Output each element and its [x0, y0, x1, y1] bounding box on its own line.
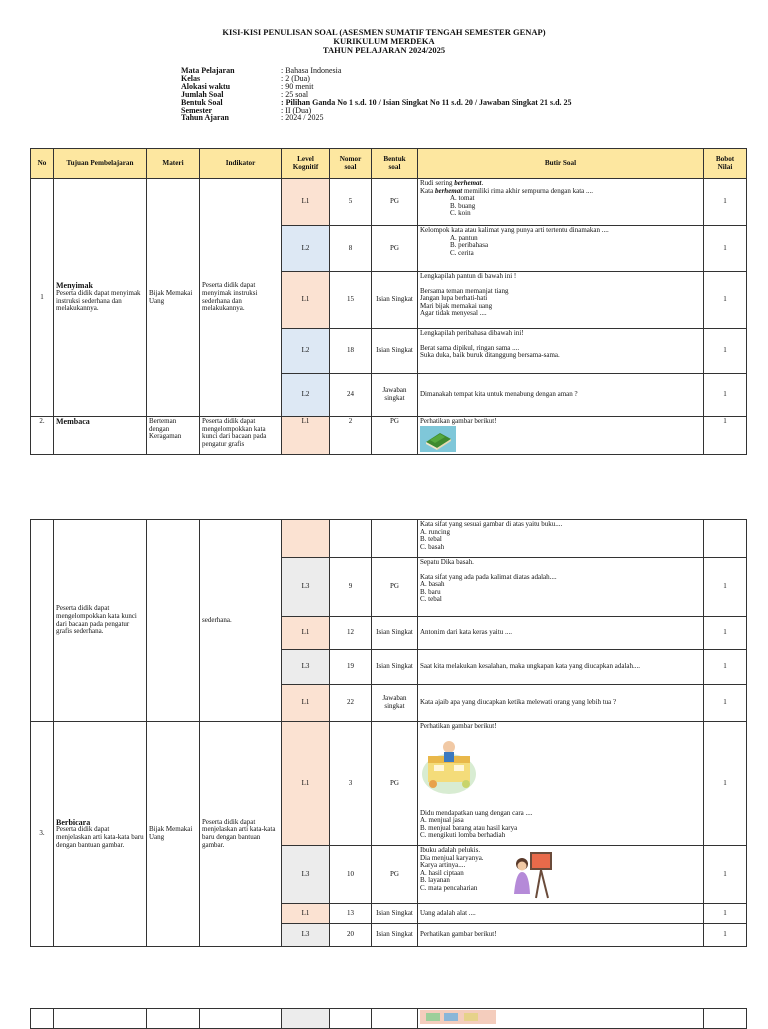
meta-row: [181, 75, 572, 83]
option-c: C. basah: [420, 542, 445, 551]
cell-bentuk: [372, 1009, 418, 1029]
cell-tujuan: [54, 722, 147, 947]
cell-materi: Bijak Memakai Uang: [147, 722, 200, 947]
cell-level: [282, 520, 330, 558]
meta-key: Mata Pelajaran: [181, 66, 235, 75]
cell-no: [31, 520, 54, 722]
document-title: [0, 28, 768, 55]
butir-question: Perhatikan gambar berikut!: [420, 417, 497, 425]
butir-text: memiliki rima akhir sempurna dengan kata ....: [462, 186, 594, 195]
cell-materi: Berteman dengan Keragaman: [147, 417, 200, 455]
option-c: C. mengikuti lomba berhadiah: [420, 831, 506, 840]
header-nomor-l1: Nomor: [339, 154, 362, 163]
cell-bobot: 1: [704, 904, 747, 924]
butir-question: Kata sifat yang ada pada kalimat diatas adalah....: [420, 572, 557, 581]
cell-level: L1: [282, 685, 330, 722]
meta-info: [181, 67, 572, 122]
cell-butir: [418, 226, 704, 272]
cell-bobot: 1: [704, 650, 747, 685]
header-tujuan: Tujuan Pembelajaran: [54, 149, 147, 179]
cell-bentuk: [372, 520, 418, 558]
option-b: B. baru: [420, 587, 441, 596]
meta-row: [181, 114, 572, 122]
kisi-table-page-2: [30, 519, 747, 947]
table-row: [31, 417, 747, 455]
cell-butir: [418, 846, 704, 904]
butir-question: Didu mendapatkan uang dengan cara ....: [420, 808, 533, 817]
pantun-line: Jangan lupa berhati-hati: [420, 294, 488, 303]
tujuan-text: Peserta didik dapat menjelaskan arti kata-kata baru dengan bantuan gambar.: [56, 825, 144, 849]
cell-butir: [418, 272, 704, 329]
market-stall-image: [420, 734, 478, 796]
cell-nomor: 2: [330, 417, 372, 455]
cell-bentuk: PG: [372, 179, 418, 226]
header-bobot-l2: Nilai: [717, 162, 733, 171]
cell-butir: [418, 722, 704, 846]
butir-question: Perhatikan gambar berikut!: [420, 722, 497, 730]
title-line-1: KISI-KISI PENULISAN SOAL (ASESMEN SUMATIF TENGAH SEMESTER GENAP): [222, 27, 546, 37]
meta-row: [181, 67, 572, 75]
cell-level: L1: [282, 722, 330, 846]
painter-image: [510, 850, 554, 900]
butir-question: Kelompok kata atau kalimat yang punya arti tertentu dinamakan ....: [420, 226, 609, 234]
option-c: C. cerita: [450, 248, 474, 257]
header-nomor-l2: soal: [344, 162, 357, 171]
cell-butir: [418, 558, 704, 617]
cell-butir: Antonim dari kata keras yaitu ....: [418, 617, 704, 650]
cell-nomor: 19: [330, 650, 372, 685]
cell-indikator: Peserta didik dapat menyimak instruksi sederhana dan melakukannya.: [200, 179, 282, 417]
cell-no: 2.: [31, 417, 54, 455]
header-bentuk-l1: Bentuk: [383, 154, 406, 163]
cell-nomor: [330, 1009, 372, 1029]
pantun-line: Mari bijak memakai uang: [420, 301, 493, 310]
option-b: B. buang: [450, 201, 476, 210]
cell-level: L3: [282, 924, 330, 947]
cell-bentuk: Isian Singkat: [372, 329, 418, 374]
butir-question: Ibuku adalah pelukis.: [420, 846, 481, 854]
pantun-line: Bersama teman memanjat tiang: [420, 286, 509, 295]
cell-nomor: 15: [330, 272, 372, 329]
header-level-l2: Kognitif: [292, 162, 319, 171]
cell-level: L3: [282, 558, 330, 617]
cell-indikator: sederhana.: [200, 520, 282, 722]
cell-bentuk: PG: [372, 722, 418, 846]
cell-nomor: 3: [330, 722, 372, 846]
option-b: B. peribahasa: [450, 241, 489, 250]
butir-text: Kata: [420, 186, 435, 195]
option-a: A. pantun: [450, 233, 478, 242]
cell-bobot: 1: [704, 417, 747, 455]
header-butir: Butir Soal: [418, 149, 704, 179]
meta-value: : II (Dua): [281, 105, 312, 115]
cell-butir: Perhatikan gambar berikut!: [418, 924, 704, 947]
meta-row: [181, 107, 572, 115]
cell-bobot: [704, 520, 747, 558]
option-c: C. koin: [450, 209, 471, 218]
cell-bentuk: Jawaban singkat: [372, 685, 418, 722]
cell-indikator: [200, 1009, 282, 1029]
meta-row: [181, 83, 572, 91]
butir-question: Lengkapilah peribahasa dibawah ini!: [420, 329, 524, 337]
tujuan-text: Peserta didik dapat menyimak instruksi sederhana dan melakukannya.: [56, 288, 141, 313]
header-bentuk-l2: soal: [388, 162, 401, 171]
cell-indikator: Peserta didik dapat menjelaskan arti kata-kata baru dengan bantuan gambar.: [200, 722, 282, 947]
table-row: [31, 520, 747, 558]
cell-bentuk: Isian Singkat: [372, 650, 418, 685]
cell-level: L3: [282, 650, 330, 685]
cell-bobot: 1: [704, 617, 747, 650]
header-no: No: [31, 149, 54, 179]
cell-level: L1: [282, 179, 330, 226]
cell-bobot: 1: [704, 558, 747, 617]
book-image: [420, 426, 456, 452]
header-indikator: Indikator: [200, 149, 282, 179]
meta-value: : Bahasa Indonesia: [281, 66, 342, 75]
cell-butir: [418, 520, 704, 558]
cell-nomor: 12: [330, 617, 372, 650]
peribahasa-line: Suka duka, baik buruk ditanggung bersama-sama.: [420, 351, 560, 360]
cell-butir: [418, 329, 704, 374]
cell-nomor: 22: [330, 685, 372, 722]
option-a: A. hasil ciptaan: [420, 868, 464, 877]
butir-question: Karya artinya....: [420, 861, 466, 870]
cell-level: L2: [282, 329, 330, 374]
cell-no: 3.: [31, 722, 54, 947]
cell-nomor: 8: [330, 226, 372, 272]
tujuan-title: Menyimak: [56, 281, 93, 291]
option-b: B. layanan: [420, 876, 450, 885]
option-a: A. menjual jasa: [420, 816, 464, 825]
table-row: [31, 1009, 747, 1029]
cell-bobot: 1: [704, 924, 747, 947]
butir-emphasis: berhemat: [454, 179, 482, 187]
cell-bobot: 1: [704, 374, 747, 417]
meta-key: Bentuk Soal: [181, 97, 223, 107]
option-a: A. runcing: [420, 527, 450, 536]
cell-level: L3: [282, 846, 330, 904]
tujuan-title: Berbicara: [56, 817, 91, 827]
cell-level: L1: [282, 904, 330, 924]
cell-level: L2: [282, 374, 330, 417]
cell-materi: Bijak Memakai Uang: [147, 179, 200, 417]
cell-bobot: 1: [704, 179, 747, 226]
cell-level: L2: [282, 226, 330, 272]
meta-row: [181, 99, 572, 107]
cell-bentuk: Isian Singkat: [372, 904, 418, 924]
cell-nomor: 5: [330, 179, 372, 226]
title-line-3: TAHUN PELAJARAN 2024/2025: [322, 45, 446, 55]
tujuan-title: Membaca: [56, 417, 90, 426]
cell-no: [31, 1009, 54, 1029]
cell-nomor: 9: [330, 558, 372, 617]
cell-butir: [418, 417, 704, 455]
title-line-2: KURIKULUM MERDEKA: [333, 36, 435, 46]
cell-level: L1: [282, 617, 330, 650]
option-c: C. tebal: [420, 595, 442, 604]
cell-bobot: 1: [704, 226, 747, 272]
header-bentuk: [372, 149, 418, 179]
cell-bentuk: Isian Singkat: [372, 617, 418, 650]
cell-butir: [418, 1009, 704, 1029]
meta-value: : 2024 / 2025: [281, 113, 324, 123]
table-row: [31, 179, 747, 226]
butir-question: Lengkapilah pantun di bawah ini !: [420, 272, 517, 280]
cell-butir: [418, 179, 704, 226]
meta-value: : 2 (Dua): [281, 73, 310, 83]
cell-butir: Saat kita melakukan kesalahan, maka ungkapan kata yang diucapkan adalah....: [418, 650, 704, 685]
cell-level: [282, 1009, 330, 1029]
cell-bobot: 1: [704, 846, 747, 904]
cell-bentuk: Isian Singkat: [372, 272, 418, 329]
cell-bobot: 1: [704, 329, 747, 374]
table-row: [31, 722, 747, 846]
meta-key: Jumlah Soal: [181, 89, 224, 99]
table-header-row: [31, 149, 747, 179]
kisi-table-page-1: [30, 148, 747, 455]
cell-indikator: Peserta didik dapat mengelompokkan kata kunci dari bacaan pada pengatur grafis: [200, 417, 282, 455]
kisi-table-page-3: [30, 1008, 747, 1029]
cell-materi: [147, 1009, 200, 1029]
cell-bentuk: PG: [372, 558, 418, 617]
butir-question: Sepatu Dika basah.: [420, 558, 474, 566]
header-bobot: [704, 149, 747, 179]
option-c: C. mata pencaharian: [420, 883, 478, 892]
cell-level: L1: [282, 417, 330, 455]
cell-bobot: 1: [704, 722, 747, 846]
cell-nomor: 13: [330, 904, 372, 924]
header-bobot-l1: Bobot: [715, 154, 735, 163]
cell-tujuan: [54, 179, 147, 417]
cell-bentuk: Isian Singkat: [372, 924, 418, 947]
butir-text: Rudi sering: [420, 179, 455, 187]
option-b: B. menjual barang atau hasil karya: [420, 823, 518, 832]
peribahasa-line: Berat sama dipikul, ringan sama ....: [420, 343, 520, 352]
meta-key: Alokasi waktu: [181, 81, 231, 91]
cell-bobot: [704, 1009, 747, 1029]
spacer: [420, 796, 701, 810]
cell-nomor: [330, 520, 372, 558]
meta-value: : 90 menit: [281, 81, 314, 91]
cell-no: 1: [31, 179, 54, 417]
cell-nomor: 18: [330, 329, 372, 374]
cell-bentuk: Jawaban singkat: [372, 374, 418, 417]
meta-key: Tahun Ajaran: [181, 113, 229, 123]
cell-tujuan: [54, 1009, 147, 1029]
meta-key: Semester: [181, 105, 213, 115]
cell-materi: [147, 520, 200, 722]
header-materi: Materi: [147, 149, 200, 179]
option-a: A. basah: [420, 580, 445, 589]
butir-question: Dia menjual karyanya.: [420, 853, 484, 862]
cell-butir: Dimanakah tempat kita untuk menabung dengan aman ?: [418, 374, 704, 417]
money-image: [420, 1010, 496, 1024]
meta-value: : 25 soal: [281, 89, 309, 99]
cell-nomor: 10: [330, 846, 372, 904]
option-a: A. tomat: [450, 194, 475, 203]
butir-emphasis: berhemat: [434, 186, 463, 195]
option-b: B. tebal: [420, 535, 442, 544]
cell-bobot: 1: [704, 272, 747, 329]
cell-bentuk: PG: [372, 846, 418, 904]
cell-tujuan: [54, 417, 147, 455]
pantun-line: Agar tidak menyesal ....: [420, 309, 487, 318]
cell-nomor: 20: [330, 924, 372, 947]
cell-level: L1: [282, 272, 330, 329]
butir-question: Kata sifat yang sesuai gambar di atas yaitu buku....: [420, 520, 563, 528]
header-level: [282, 149, 330, 179]
cell-butir: Kata ajaib apa yang diucapkan ketika melewati orang yang lebih tua ?: [418, 685, 704, 722]
butir-text: .: [481, 179, 484, 187]
cell-tujuan: Peserta didik dapat mengelompokkan kata kunci dari bacaan pada pengatur grafis sederhana.: [54, 520, 147, 722]
cell-butir: Uang adalah alat ....: [418, 904, 704, 924]
meta-key: Kelas: [181, 73, 201, 83]
cell-bentuk: PG: [372, 226, 418, 272]
meta-value: : Pilihan Ganda No 1 s.d. 10 / Isian Singkat No 11 s.d. 20 / Jawaban Singkat 21 s.d. 25: [281, 97, 572, 107]
cell-bobot: 1: [704, 685, 747, 722]
cell-nomor: 24: [330, 374, 372, 417]
cell-bentuk: PG: [372, 417, 418, 455]
header-level-l1: Level: [297, 154, 314, 163]
header-nomor: [330, 149, 372, 179]
